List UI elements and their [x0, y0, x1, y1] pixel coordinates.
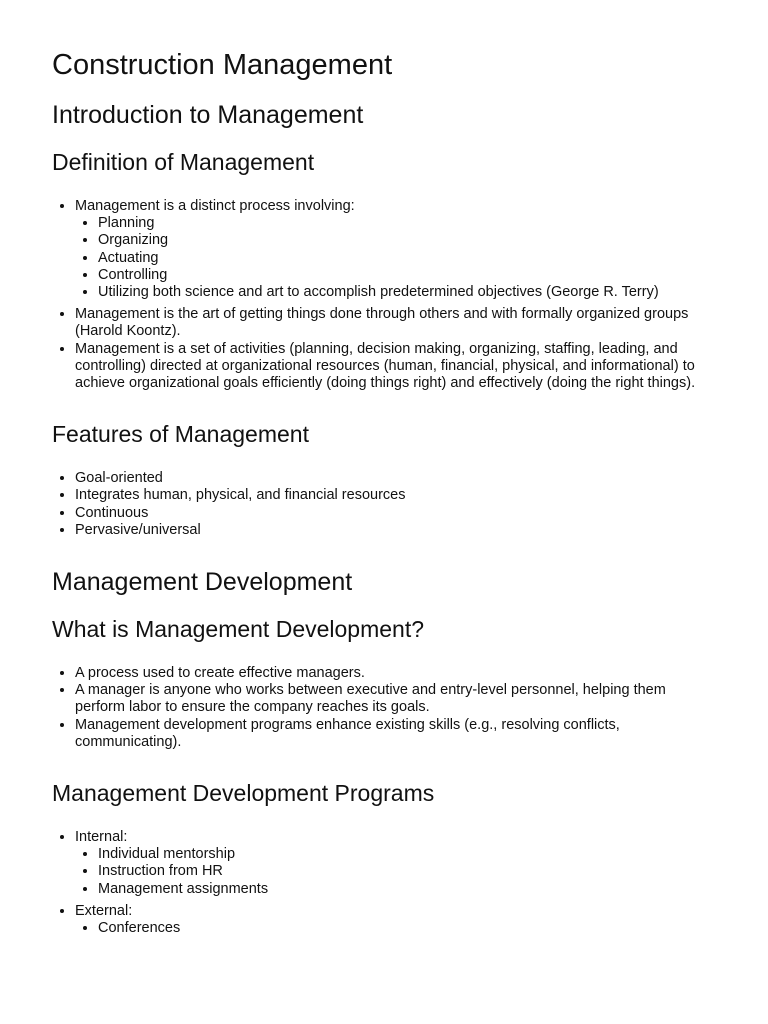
list-item: • A process used to create effective managers. [75, 665, 716, 682]
definition-list [52, 198, 716, 392]
subsection-heading-definition: Definition of Management [52, 149, 315, 175]
nested-list [75, 215, 716, 301]
list-item: • Integrates human, physical, and financial resources [75, 487, 716, 504]
list-item-text: External: [75, 902, 133, 919]
nested-list [75, 846, 716, 898]
nested-list-item: • Planning [98, 215, 716, 232]
nested-list-item: • Conferences [98, 920, 716, 937]
nested-list-item: • Instruction from HR [98, 863, 716, 880]
list-item: • Goal-oriented [75, 470, 716, 487]
list-item: • Management development programs enhance existing skills (e.g., resolving conflicts, communicating). [75, 717, 716, 751]
what-is-list [52, 665, 716, 751]
subsection-heading-features: Features of Management [52, 421, 309, 448]
nested-list-item: • Controlling [98, 267, 716, 284]
list-item: • Management is a set of activities (planning, decision making, organizing, staffing, leading, and controlling) directed at organizational resources (human, financial, physical, and informational) to achieve organizational goals efficiently (doing things right) and effectively (doing the right things). [75, 341, 716, 393]
programs-list [52, 829, 716, 937]
list-item [75, 903, 716, 937]
document-title: Construction Management [52, 49, 393, 81]
nested-list-item: • Organizing [98, 232, 716, 249]
nested-list-item: • Individual mentorship [98, 846, 716, 863]
subsection-heading-programs: Management Development Programs [52, 780, 435, 807]
list-item: • Pervasive/universal [75, 522, 716, 539]
list-item [75, 829, 716, 898]
subsection-heading-what-is: What is Management Development? [52, 616, 425, 643]
nested-list-item: • Actuating [98, 250, 716, 267]
list-item: • Management is the art of getting things done through others and with formally organized groups (Harold Koontz). [75, 306, 716, 340]
nested-list-item: • Utilizing both science and art to accomplish predetermined objectives (George R. Terry) [98, 284, 716, 301]
list-item-text: Internal: [75, 829, 128, 846]
list-item-text: Management is a distinct process involving: [75, 198, 355, 214]
list-item: • A manager is anyone who works between executive and entry-level personnel, helping them perform labor to ensure the company reaches its goals. [75, 682, 716, 716]
features-list [52, 470, 716, 539]
section-heading-introduction: Introduction to Management [52, 101, 364, 129]
nested-list [75, 920, 716, 937]
list-item: • Continuous [75, 505, 716, 522]
section-heading-development: Management Development [52, 568, 353, 597]
list-item [75, 198, 716, 301]
nested-list-item: • Management assignments [98, 881, 716, 898]
